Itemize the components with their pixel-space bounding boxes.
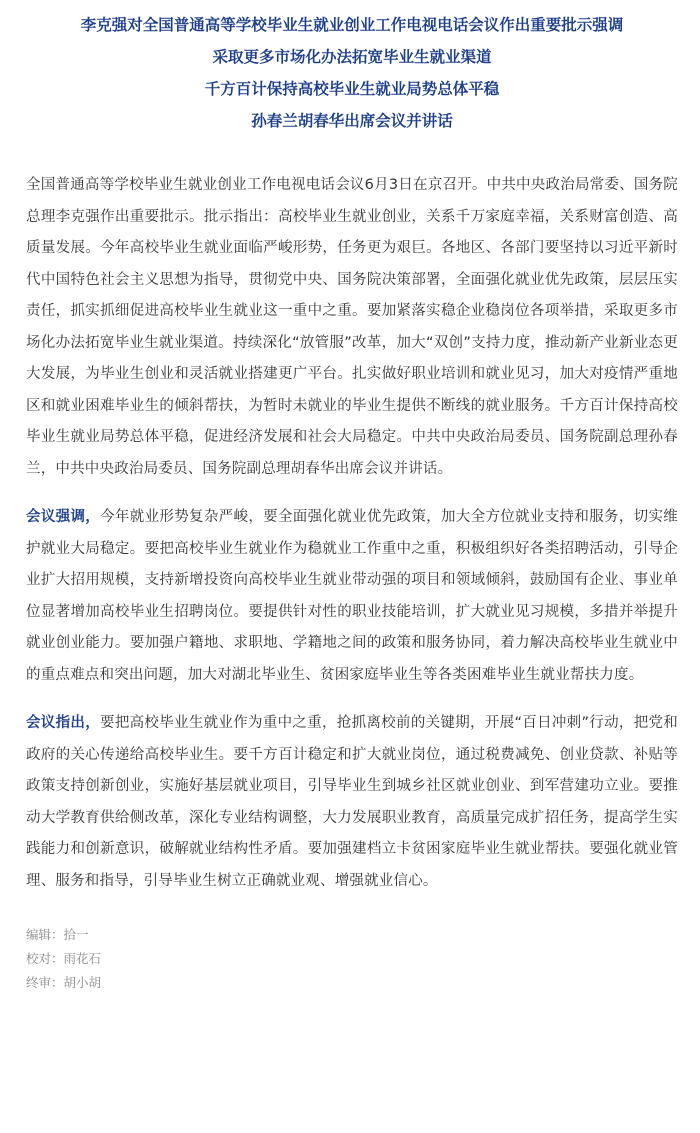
proofreader-credit: 校对：雨花石 [26, 951, 102, 966]
headline-block [26, 14, 678, 132]
headline-line-1: 李克强对全国普通高等学校毕业生就业创业工作电视电话会议作出重要批示强调 [80, 16, 624, 34]
body-paragraph-3 [26, 708, 678, 897]
headline-line-3: 千方百计保持高校毕业生就业局势总体平稳 [204, 80, 500, 98]
headline-line-4: 孙春兰胡春华出席会议并讲话 [251, 112, 453, 130]
paragraph-lead: 会议强调， [26, 509, 101, 525]
paragraph-text: 全国普通高等学校毕业生就业创业工作电视电话会议6月3日在京召开。中共中央政治局常委、国务院总理李克强作出重要批示。批示指出：高校毕业生就业创业，关系千万家庭幸福，关系财富创造、高质量发展。今年高校毕业生就业面临严峻形势，任务更为艰巨。各地区、各部门要坚持以习近平新时代中国特色社会主义思想为指导，贯彻党中央、国务院决策部署，全面强化就业优先政策，层层压实责任，抓实抓细促进高校毕业生就业这一重中之重。要加紧落实稳企业稳岗位各项举措，采取更多市场化办法拓宽毕业生就业渠道。持续深化“放管服”改革，加大“双创”支持力度，推动新产业新业态更大发展，为毕业生创业和灵活就业搭建更广平台。扎实做好职业培训和就业见习，加大对疫情严重地区和就业困难毕业生的倾斜帮扶，为暂时未就业的毕业生提供不断线的就业服务。千方百计保持高校毕业生就业局势总体平稳，促进经济发展和社会大局稳定。中共中央政治局委员、国务院副总理孙春兰，中共中央政治局委员、国务院副总理胡春华出席会议并讲话。 [26, 177, 678, 477]
headline-line-2: 采取更多市场化办法拓宽毕业生就业渠道 [212, 48, 492, 66]
body-paragraph-1 [26, 170, 678, 485]
final-review-credit: 终审：胡小胡 [26, 975, 102, 990]
paragraph-text: 今年就业形势复杂严峻，要全面强化就业优先政策，加大全方位就业支持和服务，切实维护就业大局稳定。要把高校毕业生就业作为稳就业工作重中之重，积极组织好各类招聘活动，引导企业扩大招用规模，支持新增投资向高校毕业生就业带动强的项目和领域倾斜，鼓励国有企业、事业单位显著增加高校毕业生招聘岗位。要提供针对性的职业技能培训，扩大就业见习规模，多措并举提升就业创业能力。要加强户籍地、求职地、学籍地之间的政策和服务协同，着力解决高校毕业生就业中的重点难点和突出问题，加大对湖北毕业生、贫困家庭毕业生等各类困难毕业生就业帮扶力度。 [26, 509, 679, 683]
editor-credit: 编辑：拾一 [26, 927, 89, 942]
credits-block [26, 923, 678, 995]
body-paragraph-2 [26, 502, 678, 691]
paragraph-text: 要把高校毕业生就业作为重中之重，抢抓离校前的关键期，开展“百日冲刺”行动，把党和政府的关心传递给高校毕业生。要千方百计稳定和扩大就业岗位，通过税费减免、创业贷款、补贴等政策支持创新创业，实施好基层就业项目，引导毕业生到城乡社区就业创业、到军营建功立业。要推动大学教育供给侧改革，深化专业结构调整，大力发展职业教育，高质量完成扩招任务，提高学生实践能力和创新意识，破解就业结构性矛盾。要加强建档立卡贫困家庭毕业生就业帮扶。要强化就业管理、服务和指导，引导毕业生树立正确就业观、增强就业信心。 [26, 715, 678, 889]
paragraph-lead: 会议指出， [26, 715, 101, 731]
